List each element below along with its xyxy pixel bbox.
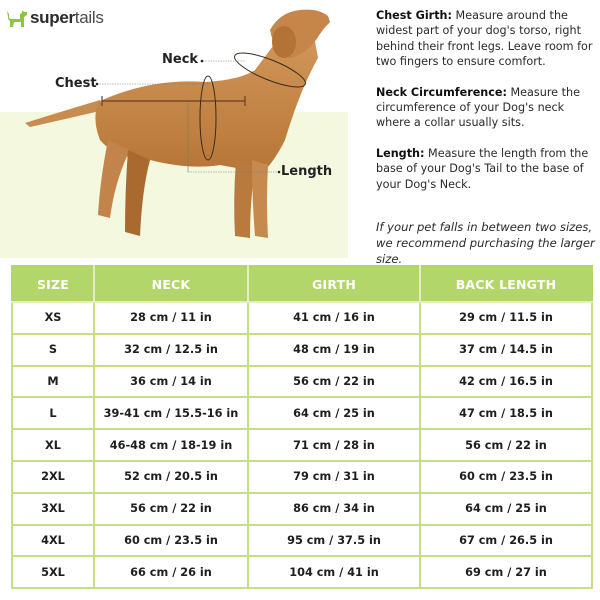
measurement-instructions	[376, 8, 598, 207]
chest-girth-instruction: Chest Girth: Measure around the widest part of your dog's torso, right behind their front legs. Leave room for two fingers to ensure comfort.	[376, 9, 593, 69]
cell-girth: 79 cm / 31 in	[248, 461, 420, 493]
length-instruction: Length: Measure the length from the base of your Dog's Tail to the base of your Dog's Neck.	[376, 146, 589, 191]
cell-neck: 28 cm / 11 in	[94, 302, 248, 334]
cell-neck: 66 cm / 26 in	[94, 556, 248, 588]
cell-neck: 32 cm / 12.5 in	[94, 334, 248, 366]
table-row	[12, 525, 592, 557]
table-row	[12, 334, 592, 366]
table-row	[12, 302, 592, 334]
size-chart-table	[11, 265, 593, 589]
cell-size: M	[12, 366, 94, 398]
table-row	[12, 556, 592, 588]
cell-neck: 52 cm / 20.5 in	[94, 461, 248, 493]
table-row	[12, 429, 592, 461]
cell-girth: 104 cm / 41 in	[248, 556, 420, 588]
cell-size: 4XL	[12, 525, 94, 557]
cell-size: 5XL	[12, 556, 94, 588]
chest-label: Chest	[55, 76, 97, 91]
cell-size: 2XL	[12, 461, 94, 493]
cell-neck: 46-48 cm / 18-19 in	[94, 429, 248, 461]
dog-measurement-diagram	[0, 40, 370, 260]
cell-back-length: 56 cm / 22 in	[420, 429, 592, 461]
neck-label: Neck	[162, 52, 199, 67]
cell-back-length: 67 cm / 26.5 in	[420, 525, 592, 557]
cell-back-length: 37 cm / 14.5 in	[420, 334, 592, 366]
header-girth: GIRTH	[248, 266, 420, 302]
cell-back-length: 64 cm / 25 in	[420, 493, 592, 525]
cell-girth: 48 cm / 19 in	[248, 334, 420, 366]
cell-girth: 71 cm / 28 in	[248, 429, 420, 461]
cell-size: 3XL	[12, 493, 94, 525]
cell-size: XL	[12, 429, 94, 461]
length-label: Length	[281, 164, 333, 179]
cell-girth: 64 cm / 25 in	[248, 397, 420, 429]
cell-neck: 60 cm / 23.5 in	[94, 525, 248, 557]
header-neck: NECK	[94, 266, 248, 302]
cell-neck: 56 cm / 22 in	[94, 493, 248, 525]
table-row	[12, 397, 592, 429]
cell-neck: 36 cm / 14 in	[94, 366, 248, 398]
cell-girth: 95 cm / 37.5 in	[248, 525, 420, 557]
cell-back-length: 69 cm / 27 in	[420, 556, 592, 588]
cell-girth: 41 cm / 16 in	[248, 302, 420, 334]
dog-illustration	[0, 0, 370, 260]
table-header-row	[12, 266, 592, 302]
cell-back-length: 60 cm / 23.5 in	[420, 461, 592, 493]
cell-back-length: 42 cm / 16.5 in	[420, 366, 592, 398]
header-back-length: BACK LENGTH	[420, 266, 592, 302]
header-size: SIZE	[12, 266, 94, 302]
table-row	[12, 461, 592, 493]
table-row	[12, 366, 592, 398]
cell-back-length: 47 cm / 18.5 in	[420, 397, 592, 429]
neck-circumference-instruction: Neck Circumference: Measure the circumference of your Dog's neck where a collar usually sits.	[376, 85, 580, 130]
cell-girth: 86 cm / 34 in	[248, 493, 420, 525]
cell-size: L	[12, 397, 94, 429]
brand-name: supertails	[30, 8, 104, 27]
cell-girth: 56 cm / 22 in	[248, 366, 420, 398]
cell-back-length: 29 cm / 11.5 in	[420, 302, 592, 334]
cell-neck: 39-41 cm / 15.5-16 in	[94, 397, 248, 429]
sizing-note: If your pet falls in between two sizes, we recommend purchasing the larger size.	[376, 220, 595, 266]
cell-size: XS	[12, 302, 94, 334]
cell-size: S	[12, 334, 94, 366]
table-row	[12, 493, 592, 525]
